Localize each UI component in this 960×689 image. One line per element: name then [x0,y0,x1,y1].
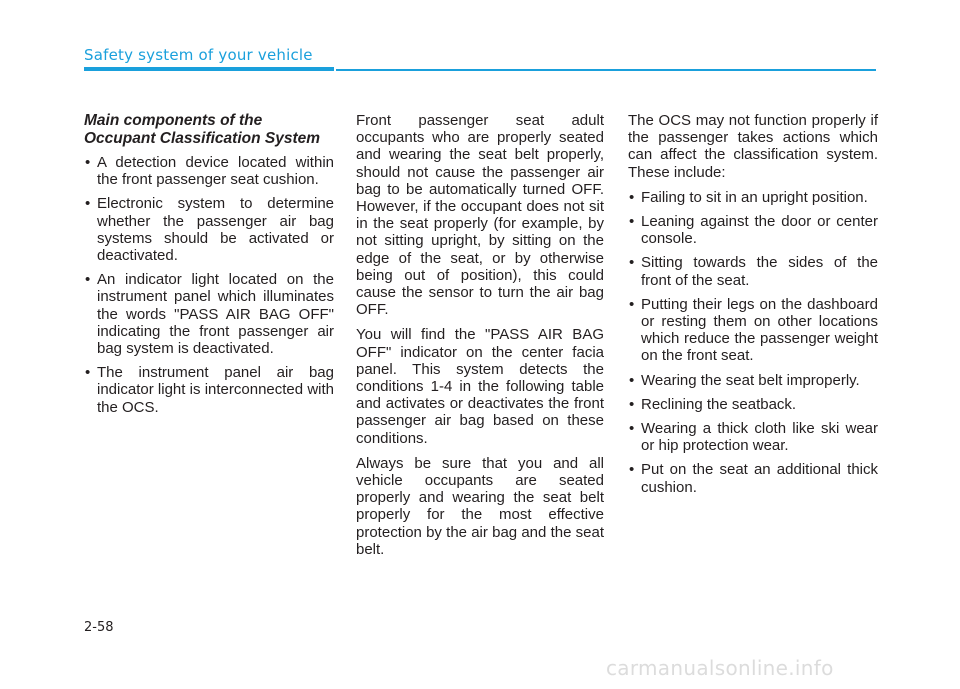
list-item: • Put on the seat an additional thick cushion. [628,461,878,495]
column-occupant-classification-components [84,112,334,423]
header-rule-thick [84,67,334,71]
section-heading: Main components of the Occupant Classification System [84,112,321,147]
page-number: 2-58 [84,620,114,635]
list-item: • Leaning against the door or center console. [628,213,878,247]
paragraph: You will find the "PASS AIR BAG OFF" indicator on the center facia panel. This system detects the conditions 1-4 in the following table and activates or deactivates the front passenger air bag based on these conditions. [356,326,604,447]
watermark: carmanualsonline.info [606,656,834,680]
column-passenger-seat-info [356,112,604,566]
paragraph: Always be sure that you and all vehicle occupants are seated properly and wearing the seat belt properly for the most effective protection by the air bag and the seat belt. [356,454,604,558]
list-item: • Failing to sit in an upright position. [628,189,878,206]
components-list [84,154,334,416]
column-ocs-malfunction-causes [628,112,878,503]
paragraph: Front passenger seat adult occupants who are properly seated and wearing the seat belt properly, should not cause the passenger air bag to be automatically turned OFF. However, if the occupant does not sit in the seat properly (for example, by not sitting upright, by sitting on the edge of the seat, or by otherwise being out of position), this could cause the sensor to turn the air bag OFF. [356,112,604,319]
list-item: • A detection device located within the front passenger seat cushion. [84,154,334,188]
list-item: • Electronic system to determine whether the passenger air bag systems should be activated or deactivated. [84,195,334,264]
list-item: • Sitting towards the sides of the front of the seat. [628,254,878,288]
list-item: • Wearing the seat belt improperly. [628,372,878,389]
list-item: • Wearing a thick cloth like ski wear or hip protection wear. [628,420,878,454]
list-item: • The instrument panel air bag indicator light is interconnected with the OCS. [84,364,334,416]
causes-list [628,189,878,496]
list-item: • Reclining the seatback. [628,396,878,413]
list-item: • Putting their legs on the dashboard or resting them on other locations which reduce the passenger weight on the front seat. [628,296,878,365]
paragraph: The OCS may not function properly if the passenger takes actions which can affect the classification system. These include: [628,112,878,181]
list-item: • An indicator light located on the instrument panel which illuminates the words "PASS AIR BAG OFF" indicating the front passenger air bag system is deactivated. [84,271,334,357]
section-header-title: Safety system of your vehicle [84,46,313,64]
header-rule-thin [336,69,876,71]
